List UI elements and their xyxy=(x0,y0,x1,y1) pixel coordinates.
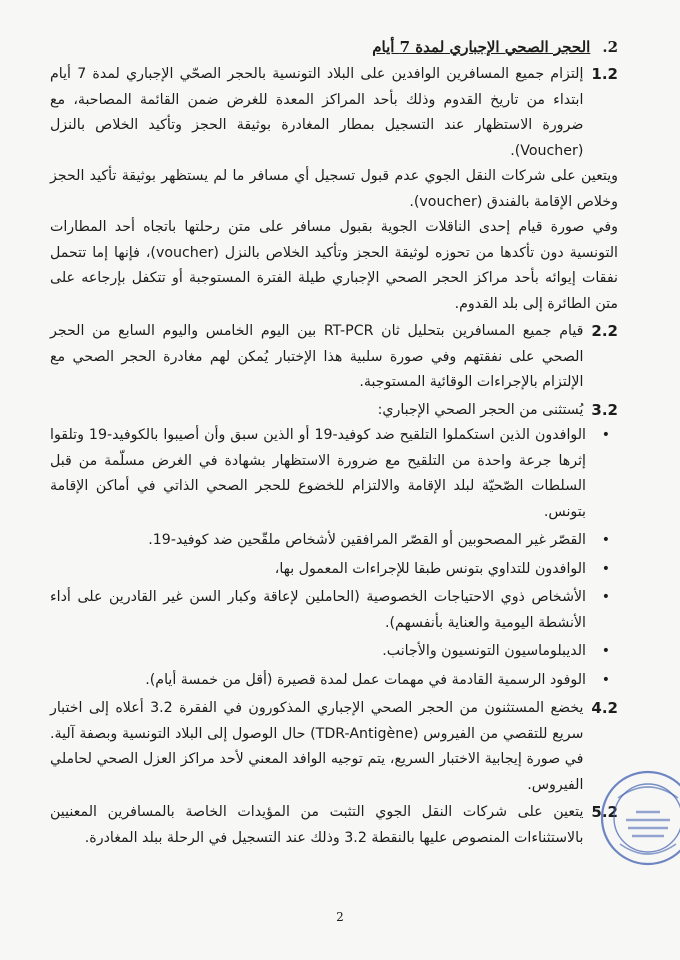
list-item xyxy=(50,639,610,665)
list-item xyxy=(50,557,610,583)
list-item-text: الأشخاص ذوي الاحتياجات الخصوصية (الحاملين لإعاقة وكبار السن غير القادرين على أداء الأنشطة اليومية والعناية بأنفسهم). xyxy=(50,589,586,631)
list-item-text: الوفود الرسمية القادمة في مهمات عمل لمدة قصيرة (أقل من خمسة أيام). xyxy=(145,671,586,688)
section-body xyxy=(50,696,583,798)
section-4-2 xyxy=(50,696,618,798)
list-item xyxy=(50,668,610,694)
section-number: 3.2 xyxy=(591,400,618,419)
paragraph: وفي صورة قيام إحدى الناقلات الجوية بقبول مسافر على متن رحلتها باتجاه أحد المطارات التونسية دون تأكدها من تحوزه لوثيقة الحجز وتأكيد الخلاص بالنزل (voucher)، فإنها إما تتحمل نفقات إيوائه بأحد مراكز الحجر الصحي الإجباري طيلة الفترة المستوجبة أو تتكفل بإرجاعه على متن الطائرة إلى بلد القدوم. xyxy=(50,219,618,312)
paragraph: يُستثنى من الحجر الصحي الإجباري: xyxy=(377,401,584,418)
paragraph: يخضع المستثنون من الحجر الصحي الإجباري المذكورون في الفقرة 3.2 أعلاه إلى اختبار سريع للتقصي من الفيروس (TDR-Antigène) حال الوصول إلى البلاد التونسية وبصفة آلية. في صورة إيجابية الاختبار السريع، يتم توجيه الوافد المعني لأحد مراكز العزل الصحي لحاملي الفيروس. xyxy=(50,700,584,793)
bullet-icon: • xyxy=(601,560,610,577)
section-number: 4.2 xyxy=(591,699,618,717)
section-heading xyxy=(50,38,618,56)
bullet-icon: • xyxy=(601,643,610,659)
section-3-2 xyxy=(50,398,618,424)
section-body xyxy=(50,398,583,424)
section-number: 1.2 xyxy=(591,65,618,83)
section-body xyxy=(50,319,583,396)
official-stamp-icon xyxy=(598,768,680,868)
bullet-icon: • xyxy=(601,427,610,443)
paragraph: إلتزام جميع المسافرين الوافدين على البلاد التونسية بالحجر الصحّي الإجباري لمدة 7 أيام ابتداء من تاريخ القدوم وذلك بأحد المراكز المعدة للغرض ضمن القائمة المصاحبة، مع ضرورة الاستظهار عند التسجيل بمطار المغادرة بوثيقة الحجز وتأكيد الخلاص بالنزل (Voucher). xyxy=(50,66,584,159)
bullet-icon: • xyxy=(601,671,610,688)
list-item-text: الوافدون الذين استكملوا التلقيح ضد كوفيد-19 أو الذين سبق وأن أصيبوا بالكوفيد-19 وتلقوا إثرها جرعة واحدة من التلقيح مع ضرورة الاستظهار بشهادة في الغرض مسلّمة من قبل السلطات الصّحيّة لبلد الإقامة والالتزام للخضوع للحجر الصحي الذاتي في أماكن الإقامة بتونس. xyxy=(50,427,586,520)
list-item xyxy=(50,528,610,554)
list-item xyxy=(50,423,610,525)
list-item-text: الوافدون للتداوي بتونس طبقا للإجراءات المعمول بها، xyxy=(274,560,586,577)
section-number: 2.2 xyxy=(591,322,618,340)
section-5-2 xyxy=(50,800,618,851)
paragraph: قيام جميع المسافرين بتحليل ثان RT-PCR بين اليوم الخامس واليوم السابع من الحجر الصحي على نفقتهم وفي صورة سلبية هذا الإختبار يُمكن لهم مغادرة الحجر الصحي مع الإلتزام بالإجراءات الوقائية المستوجبة. xyxy=(50,323,584,390)
paragraph: يتعين على شركات النقل الجوي التثبت من المؤيدات الخاصة بالمسافرين المعنيين بالاستثناءات المنصوص عليها بالنقطة 3.2 وذلك عند التسجيل في الرحلة ببلد المغادرة. xyxy=(50,804,584,846)
list-item-text: القصّر غير المصحوبين أو القصّر المرافقين لأشخاص ملقّحين ضد كوفيد-19. xyxy=(148,532,586,548)
heading-number: 2. xyxy=(602,38,618,56)
list-item xyxy=(50,585,610,636)
bullet-icon: • xyxy=(601,532,610,548)
bullet-icon: • xyxy=(601,589,610,605)
exemption-list xyxy=(50,423,618,693)
section-body xyxy=(50,800,583,851)
section-body xyxy=(50,62,583,164)
heading-title: الحجر الصحي الإجباري لمدة 7 أيام xyxy=(372,38,591,56)
page-number: 2 xyxy=(336,910,344,924)
section-1-2 xyxy=(50,62,618,164)
section-2-2 xyxy=(50,319,618,396)
section-number: 5.2 xyxy=(591,803,618,821)
list-item-text: الديبلوماسيون التونسيون والأجانب. xyxy=(382,643,586,659)
paragraph: ويتعين على شركات النقل الجوي عدم قبول تسجيل أي مسافر ما لم يستظهر بوثيقة تأكيد الحجز وخلاص الإقامة بالفندق (voucher). xyxy=(50,168,618,210)
